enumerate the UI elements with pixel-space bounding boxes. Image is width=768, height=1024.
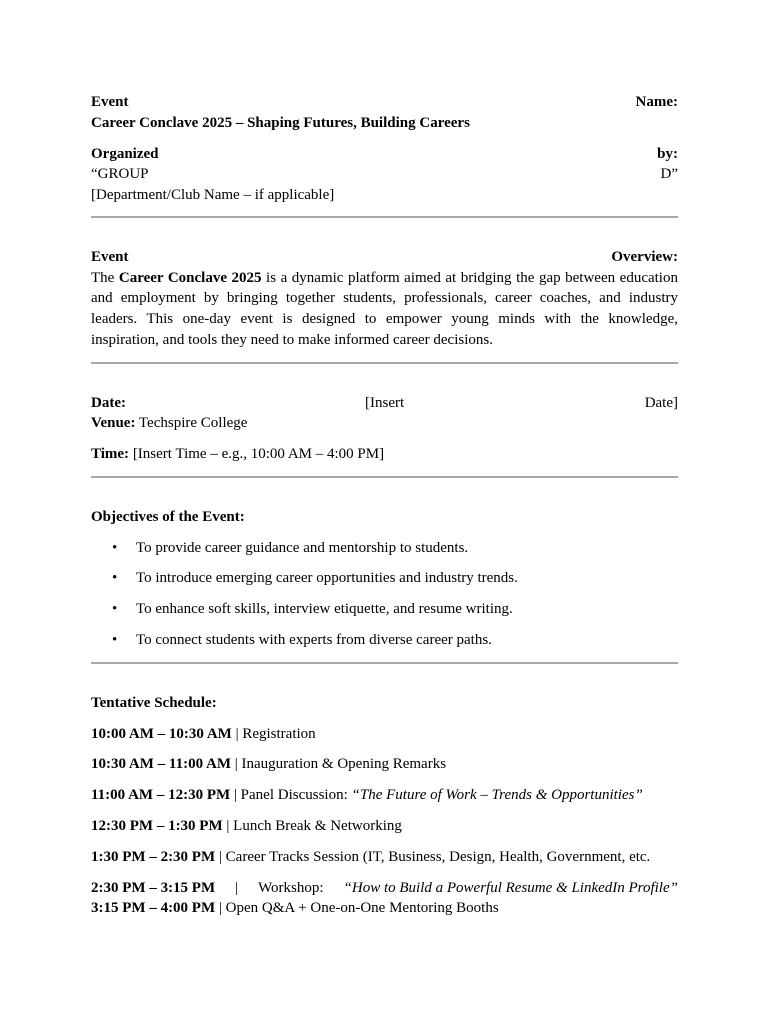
overview-label-left: Event [91,249,129,265]
venue-label: Venue: [91,415,136,432]
list-item [91,538,678,559]
schedule-desc: Registration [242,725,316,742]
organizer-label-left: Organized [91,145,159,162]
organizer-label-right: by: [657,145,678,162]
schedule-desc: Inauguration & Opening Remarks [241,756,447,773]
schedule-sep: | [215,848,226,865]
schedule-item [91,724,678,745]
organizer-group-right: D” [660,166,678,182]
objective-text: To connect students with experts from diverse career paths. [136,632,492,649]
schedule-desc: Workshop: [258,879,324,896]
schedule-item [91,785,678,806]
schedule-desc: Lunch Break & Networking [233,817,402,834]
schedule-desc: Career Tracks Session (IT, Business, Design, Health, Government, etc. [225,848,651,865]
event-title: Career Conclave 2025 – Shaping Futures, Building Careers [91,114,470,131]
bullet-icon: • [112,570,118,587]
event-name-label [91,92,678,113]
overview-lead: The [91,269,119,286]
bullet-icon: • [112,539,118,556]
overview-text: is a dynamic platform aimed at bridging the gap between education and employment by bringing together students, professionals, career coaches, and industry leaders. This one-day event is designed to empower young minds with the knowledge, inspiration, and tools they need to make informed career decisions. [91,269,678,348]
objectives-heading: Objectives of the Event: [91,508,245,525]
date-row [91,393,678,414]
organizer-department: [Department/Club Name – if applicable] [91,186,335,203]
overview-label-right: Overview: [611,249,678,265]
objective-text: To provide career guidance and mentorship to students. [136,539,469,556]
schedule-item [91,754,678,775]
organizer-group-left: “GROUP [91,166,149,182]
schedule-time: 12:30 PM – 1:30 PM [91,817,223,834]
document-page [91,92,678,919]
overview-highlight: Career Conclave 2025 [118,269,262,286]
schedule-desc: Panel Discussion: [240,787,352,804]
bullet-icon: • [112,632,118,649]
event-name-label-right: Name: [635,94,678,110]
date-label: Date: [91,394,126,411]
schedule-item [91,816,678,837]
objective-text: To enhance soft skills, interview etiquette, and resume writing. [136,601,513,618]
event-name-label-left: Event [91,94,129,110]
objectives-list [91,538,678,651]
schedule-time: 10:30 AM – 11:00 AM [91,756,231,773]
schedule-sep: | [235,879,239,896]
overview-label [91,247,678,268]
organizer-group [91,164,678,185]
list-item [91,568,678,589]
schedule-item [91,847,678,868]
schedule-time: 1:30 PM – 2:30 PM [91,848,216,865]
date-value-right: Date] [644,394,678,411]
schedule-time: 11:00 AM – 12:30 PM [91,787,231,804]
schedule-desc-italic: “How to Build a Powerful Resume & LinkedIn Profile” [343,879,678,896]
list-item [91,630,678,651]
schedule-item [91,878,678,899]
organizer-label [91,144,678,165]
date-value-left: [Insert [365,394,405,411]
venue-value: Techspire College [135,415,248,432]
time-value: [Insert Time – e.g., 10:00 AM – 4:00 PM] [129,446,385,463]
schedule-time: 3:15 PM – 4:00 PM [91,900,216,917]
schedule-desc: Open Q&A + One-on-One Mentoring Booths [225,900,499,917]
list-item [91,599,678,620]
objective-text: To introduce emerging career opportunities and industry trends. [136,570,518,587]
schedule-desc-italic: “The Future of Work – Trends & Opportunities” [351,787,643,804]
schedule-heading: Tentative Schedule: [91,694,217,711]
schedule-sep: | [215,900,226,917]
schedule-time: 2:30 PM – 3:15 PM [91,879,216,896]
time-label: Time: [91,446,130,463]
schedule-sep: | [231,725,243,742]
schedule-sep: | [222,817,234,834]
schedule-time: 10:00 AM – 10:30 AM [91,725,232,742]
schedule-sep: | [231,756,242,773]
time-row [91,444,678,465]
bullet-icon: • [112,601,118,618]
schedule-sep: | [230,787,241,804]
overview-paragraph [91,268,678,351]
schedule-item [91,898,678,919]
venue-row [91,413,678,434]
